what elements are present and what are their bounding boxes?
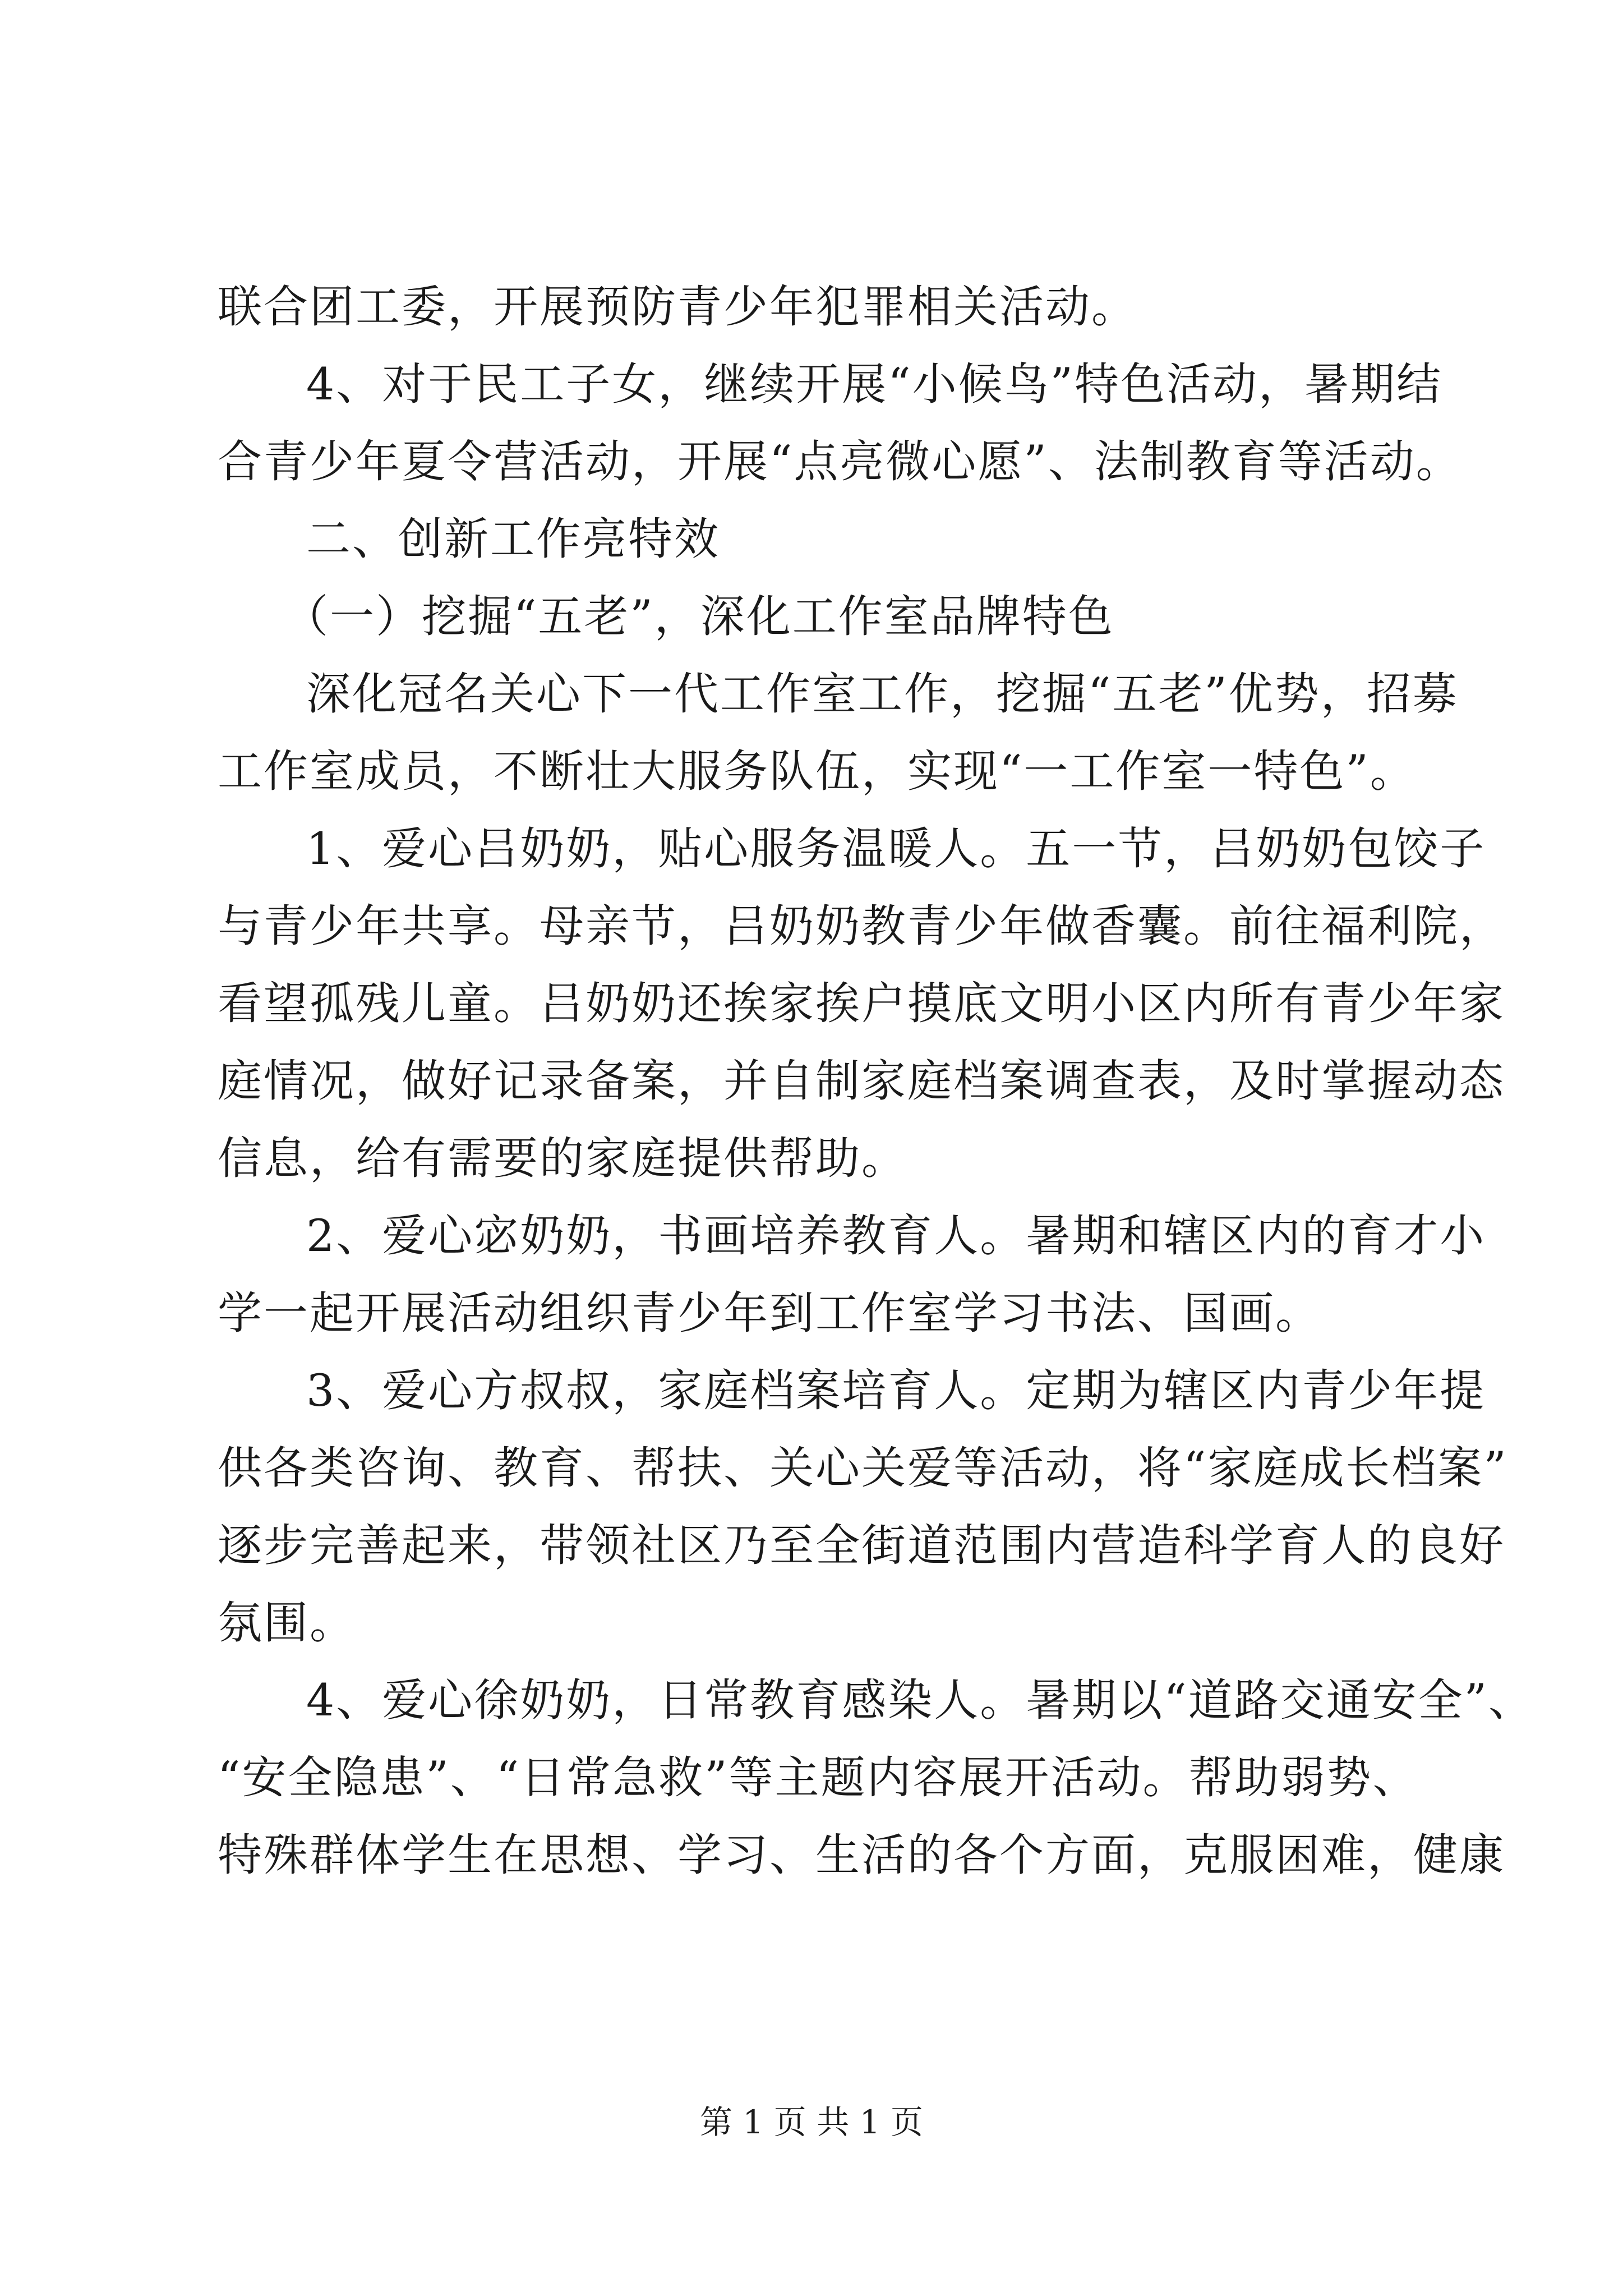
paragraph-line-19: 4、爱心徐奶奶，日常教育感染人。暑期以“道路交通安全”、 (306, 1674, 1535, 1726)
paragraph-line-12: 信息，给有需要的家庭提供帮助。 (218, 1133, 907, 1184)
paragraph-line-13: 2、爱心宓奶奶，书画培养教育人。暑期和辖区内的育才小 (306, 1210, 1486, 1262)
paragraph-line-3: 合青少年夏令营活动，开展“点亮微心愿”、法制教育等活动。 (218, 436, 1462, 487)
paragraph-line-6: 深化冠名关心下一代工作室工作，挖掘“五老”优势，招募 (306, 668, 1459, 720)
paragraph-line-9: 与青少年共享。母亲节，吕奶奶教青少年做香囊。前往福利院， (218, 900, 1505, 952)
paragraph-line-17: 逐步完善起来，带领社区乃至全街道范围内营造科学育人的良好 (218, 1520, 1505, 1571)
section-heading-2: 二、创新工作亮特效 (306, 513, 720, 565)
paragraph-line-21: 特殊群体学生在思想、学习、生活的各个方面，克服困难，健康 (218, 1829, 1505, 1881)
paragraph-line-15: 3、爱心方叔叔，家庭档案培育人。定期为辖区内青少年提 (306, 1365, 1486, 1416)
paragraph-line-14: 学一起开展活动组织青少年到工作室学习书法、国画。 (218, 1287, 1321, 1339)
page-number-label: 第 1 页 共 1 页 (700, 2103, 923, 2141)
paragraph-line-8: 1、爱心吕奶奶，贴心服务温暖人。五一节，吕奶奶包饺子 (306, 823, 1486, 875)
paragraph-line-20: “安全隐患”、“日常急救”等主题内容展开活动。帮助弱势、 (218, 1752, 1419, 1803)
page-footer (0, 2102, 1623, 2142)
paragraph-line-11: 庭情况，做好记录备案，并自制家庭档案调查表，及时掌握动态 (218, 1055, 1505, 1107)
paragraph-line-2: 4、对于民工子女，继续开展“小候鸟”特色活动，暑期结 (306, 358, 1443, 410)
paragraph-line-10: 看望孤残儿童。吕奶奶还挨家挨户摸底文明小区内所有青少年家 (218, 978, 1505, 1029)
subsection-heading-1: （一）挖掘“五老”，深化工作室品牌特色 (284, 591, 1114, 642)
paragraph-line-7: 工作室成员，不断壮大服务队伍，实现“一工作室一特色”。 (218, 746, 1416, 797)
document-body (218, 268, 1535, 1894)
paragraph-line-18: 氛围。 (218, 1597, 356, 1649)
paragraph-line-16: 供各类咨询、教育、帮扶、关心关爱等活动，将“家庭成长档案” (218, 1442, 1508, 1494)
paragraph-line-1: 联合团工委，开展预防青少年犯罪相关活动。 (218, 281, 1137, 333)
